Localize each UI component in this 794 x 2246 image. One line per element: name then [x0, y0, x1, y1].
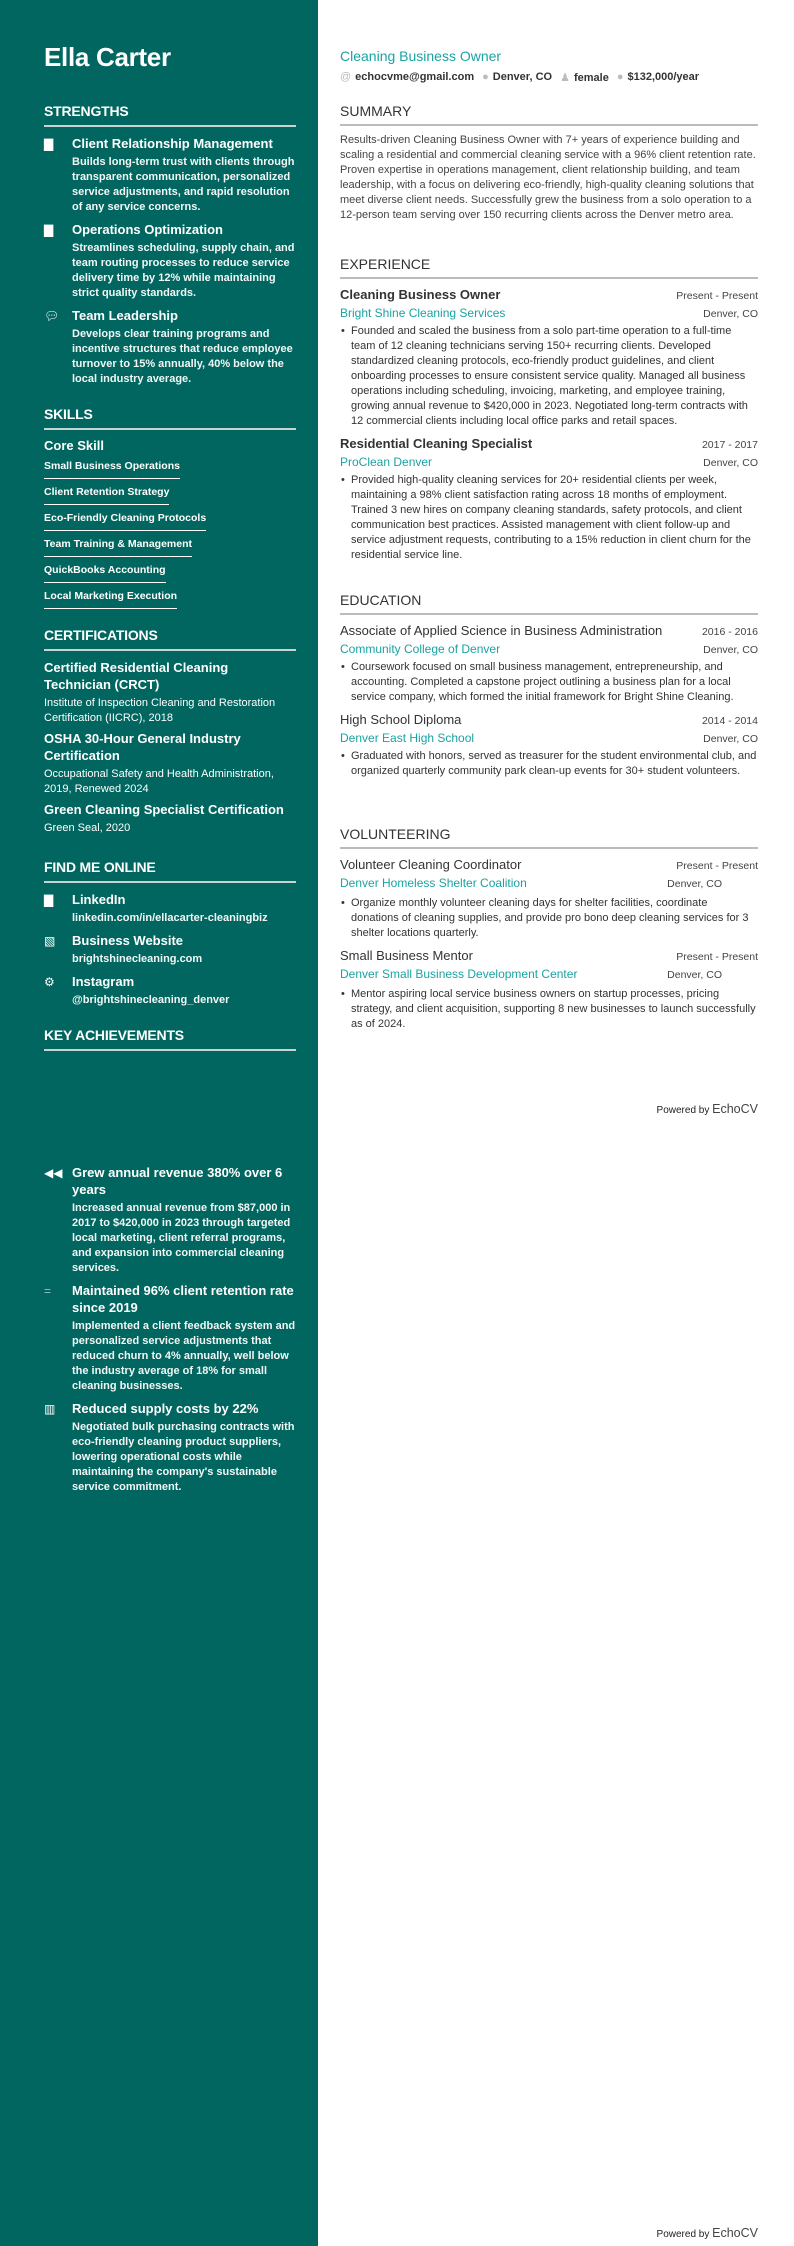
volunteering-heading: VOLUNTEERING — [340, 826, 758, 849]
strength-title: Team Leadership — [72, 308, 178, 323]
person-icon: ♟ — [560, 72, 570, 84]
skill-item: Client Retention Strategy — [44, 482, 169, 505]
skill-category: Core Skill — [44, 438, 104, 453]
entry-bullet: • Founded and scaled the business from a solo part-time operation to a full-time team of 12 cleaning technicians serving 150+ recurring clients. Developed standardized cleaning protocols, eco-friendly product guidelines, and client onboarding processes to ensure consistent service quality. Managed all business operations including scheduling, invoicing, marketing, and employee training, growing annual revenue to $420,000 in 2023. Negotiated long-term contracts with 12 commercial clients including local office parks and retail spaces. — [340, 324, 758, 429]
location-text: Denver, CO — [492, 71, 553, 83]
online-link[interactable]: brightshinecleaning.com — [72, 953, 203, 965]
entry-title: Small Business Mentor — [340, 948, 473, 963]
contact-row — [340, 71, 699, 84]
backward-icon: ◀◀ — [44, 1166, 63, 1180]
strength-item — [44, 221, 296, 301]
online-website[interactable] — [44, 932, 296, 967]
education-entry — [340, 711, 758, 779]
online-heading: FIND ME ONLINE — [44, 859, 296, 883]
strength-desc: Builds long-term trust with clients through transparent communication, personalized service adjustments, and rapid resolution of any service concerns. — [72, 156, 295, 213]
experience-entry — [340, 286, 758, 429]
skills-section — [44, 406, 296, 612]
skill-item: Eco-Friendly Cleaning Protocols — [44, 508, 206, 531]
contact-salary — [617, 71, 699, 84]
achievement-desc: Negotiated bulk purchasing contracts with eco-friendly cleaning product suppliers, lowering operational costs while maintaining the company's sustainable service commitment. — [72, 1421, 295, 1493]
strength-title: Operations Optimization — [72, 222, 223, 237]
gender-text: female — [573, 72, 609, 84]
entry-title: Associate of Applied Science in Business Administration — [340, 623, 663, 638]
certifications-section — [44, 627, 296, 840]
brand-name: EchoCV — [712, 1102, 758, 1116]
entry-dates: 2014 - 2014 — [701, 715, 758, 727]
entry-org: Bright Shine Cleaning Services — [340, 306, 506, 320]
achievement-title: Grew annual revenue 380% over 6 years — [72, 1165, 283, 1197]
brand-name: EchoCV — [712, 2226, 758, 2240]
entry-title: Residential Cleaning Specialist — [340, 436, 533, 451]
skill-item: QuickBooks Accounting — [44, 560, 166, 583]
education-heading: EDUCATION — [340, 592, 758, 615]
achievement-desc: Increased annual revenue from $87,000 in 2017 to $420,000 in 2023 through targeted local marketing, client referral programs, and expansion into commercial cleaning services. — [72, 1202, 291, 1274]
online-instagram[interactable] — [44, 973, 296, 1008]
entry-title: Cleaning Business Owner — [340, 287, 501, 302]
cert-title: Certified Residential Cleaning Technician (CRCT) — [44, 660, 229, 692]
volunteering-entry — [340, 856, 758, 941]
cert-desc: Green Seal, 2020 — [44, 822, 131, 834]
comment-icon: 💬︎ — [44, 309, 60, 323]
powered-by-footer[interactable] — [657, 2226, 758, 2240]
strength-desc: Streamlines scheduling, supply chain, and team routing processes to reduce service delivery time by 12% while maintaining strict quality standards. — [72, 242, 295, 299]
experience-section — [340, 256, 758, 569]
entry-title: Volunteer Cleaning Coordinator — [340, 857, 522, 872]
entry-dates: Present - Present — [676, 951, 758, 963]
document-chart-icon: ▇ — [44, 893, 54, 907]
entry-org: Community College of Denver — [340, 642, 501, 656]
entry-bullet: • Organize monthly volunteer cleaning days for shelter facilities, coordinate donations of cleaning supplies, and provide pro bono deep cleaning services for 3 shelter locations quarterly. — [340, 896, 758, 941]
entry-title: High School Diploma — [340, 712, 462, 727]
education-entry — [340, 622, 758, 705]
achievement-title: Reduced supply costs by 22% — [72, 1401, 259, 1416]
entry-org: Denver East High School — [340, 731, 475, 745]
contact-gender — [560, 71, 609, 84]
skills-heading: SKILLS — [44, 406, 296, 430]
gear-icon: ⚙ — [44, 975, 55, 989]
strengths-section — [44, 103, 296, 393]
email-text: echocvme@gmail.com — [355, 71, 475, 83]
salary-text: $132,000/year — [627, 71, 700, 83]
achievement-item — [44, 1164, 296, 1276]
strength-item — [44, 307, 296, 387]
online-link[interactable]: linkedin.com/in/ellacarter-cleaningbiz — [72, 912, 268, 924]
online-title: LinkedIn — [72, 892, 126, 907]
education-section — [340, 592, 758, 785]
entry-org: ProClean Denver — [340, 455, 433, 469]
entry-location: Denver, CO — [703, 308, 758, 320]
location-pin-icon: ● — [482, 71, 489, 83]
strength-item — [44, 135, 296, 215]
online-section — [44, 859, 296, 1014]
achievement-title: Maintained 96% client retention rate since 2019 — [72, 1283, 294, 1315]
entry-location: Denver, CO — [703, 457, 758, 469]
achievements-heading-block — [44, 1027, 296, 1059]
online-linkedin[interactable] — [44, 891, 296, 926]
cert-title: Green Cleaning Specialist Certification — [44, 802, 284, 817]
at-icon: @ — [340, 71, 352, 83]
dollar-icon: ● — [616, 71, 624, 83]
achievement-item — [44, 1282, 296, 1394]
online-link[interactable]: @brightshinecleaning_denver — [72, 994, 230, 1006]
cert-desc: Occupational Safety and Health Administration, 2019, Renewed 2024 — [44, 768, 274, 795]
entry-bullet: • Graduated with honors, served as treasurer for the student environmental club, and organized quarterly community park clean-up events for 30+ student volunteers. — [340, 749, 758, 779]
achievements-section — [44, 1164, 296, 1501]
document-dollar-icon: ▇ — [44, 223, 54, 237]
summary-section — [340, 103, 758, 223]
building-icon: ▥ — [44, 1402, 56, 1416]
summary-text: Results-driven Cleaning Business Owner with 7+ years of experience building and scaling a residential and commercial cleaning service with a 96% client retention rate. Proven expertise in operations management, client relationship building, and team leadership, with a focus on delivering eco-friendly, high-quality cleaning solutions that meet diverse client needs. Successfully grew the business from a solo operation to a 12-person team serving over 150 recurring clients across the Denver metro area. — [340, 134, 756, 221]
volunteering-entry — [340, 947, 758, 1032]
bookmark-slash-icon: ▧ — [44, 934, 56, 948]
skill-item: Team Training & Management — [44, 534, 192, 557]
entry-bullet: • Coursework focused on small business management, entrepreneurship, and accounting. Completed a capstone project outlining a business plan for a local service company, which formed the initial framework for Bright Shine Cleaning. — [340, 660, 758, 705]
skill-item: Small Business Operations — [44, 456, 180, 479]
achievement-item — [44, 1400, 296, 1495]
entry-bullet: • Provided high-quality cleaning services for 20+ residential clients per week, maintaining a 98% client satisfaction rating across 18 months of employment. Trained 3 new hires on company cleaning standards, safety protocols, and client communication best practices. Assisted management with client follow-up and service adjustment requests, contributing to a 15% reduction in client churn for the residential service line. — [340, 473, 758, 563]
online-title: Instagram — [72, 974, 135, 989]
achievements-heading: KEY ACHIEVEMENTS — [44, 1027, 296, 1051]
strengths-heading: STRENGTHS — [44, 103, 296, 127]
contact-email[interactable] — [340, 71, 474, 84]
candidate-name: Ella Carter — [44, 42, 171, 72]
achievement-desc: Implemented a client feedback system and personalized service adjustments that reduced churn to 4% annually, well below the industry average of 18% for small cleaning businesses. — [72, 1320, 296, 1392]
certifications-heading: CERTIFICATIONS — [44, 627, 296, 651]
powered-by-text: Powered by — [656, 2229, 710, 2240]
cert-desc: Institute of Inspection Cleaning and Restoration Certification (IICRC), 2018 — [44, 697, 276, 724]
entry-location: Denver, CO — [703, 644, 758, 656]
sidebar — [0, 0, 318, 2246]
cert-title: OSHA 30-Hour General Industry Certification — [44, 731, 241, 763]
experience-entry — [340, 435, 758, 563]
entry-location: Denver, CO — [667, 878, 722, 890]
entry-org: Denver Homeless Shelter Coalition — [340, 876, 527, 890]
entry-dates: 2016 - 2016 — [701, 626, 758, 638]
online-title: Business Website — [72, 933, 184, 948]
experience-heading: EXPERIENCE — [340, 256, 758, 279]
entry-dates: Present - Present — [676, 860, 758, 872]
equals-icon: = — [44, 1284, 52, 1298]
entry-org: Denver Small Business Development Center — [340, 967, 578, 981]
job-title: Cleaning Business Owner — [340, 48, 502, 64]
strength-desc: Develops clear training programs and incentive structures that reduce employee turnover to 15% annually, 40% below the local industry average. — [72, 328, 293, 385]
document-icon: ▇ — [44, 137, 54, 151]
entry-bullet: • Mentor aspiring local service business owners on startup processes, pricing strategy, and client acquisition, supporting 8 new businesses to launch successfully as of 2024. — [340, 987, 758, 1032]
entry-dates: 2017 - 2017 — [701, 439, 758, 451]
skill-item: Local Marketing Execution — [44, 586, 177, 609]
entry-location: Denver, CO — [667, 969, 722, 981]
powered-by-footer[interactable] — [657, 1102, 758, 1116]
entry-location: Denver, CO — [703, 733, 758, 745]
powered-by-text: Powered by — [656, 1105, 710, 1116]
volunteering-section — [340, 826, 758, 1038]
strength-title: Client Relationship Management — [72, 136, 273, 151]
contact-location — [482, 71, 552, 84]
summary-heading: SUMMARY — [340, 103, 758, 126]
entry-dates: Present - Present — [676, 290, 758, 302]
